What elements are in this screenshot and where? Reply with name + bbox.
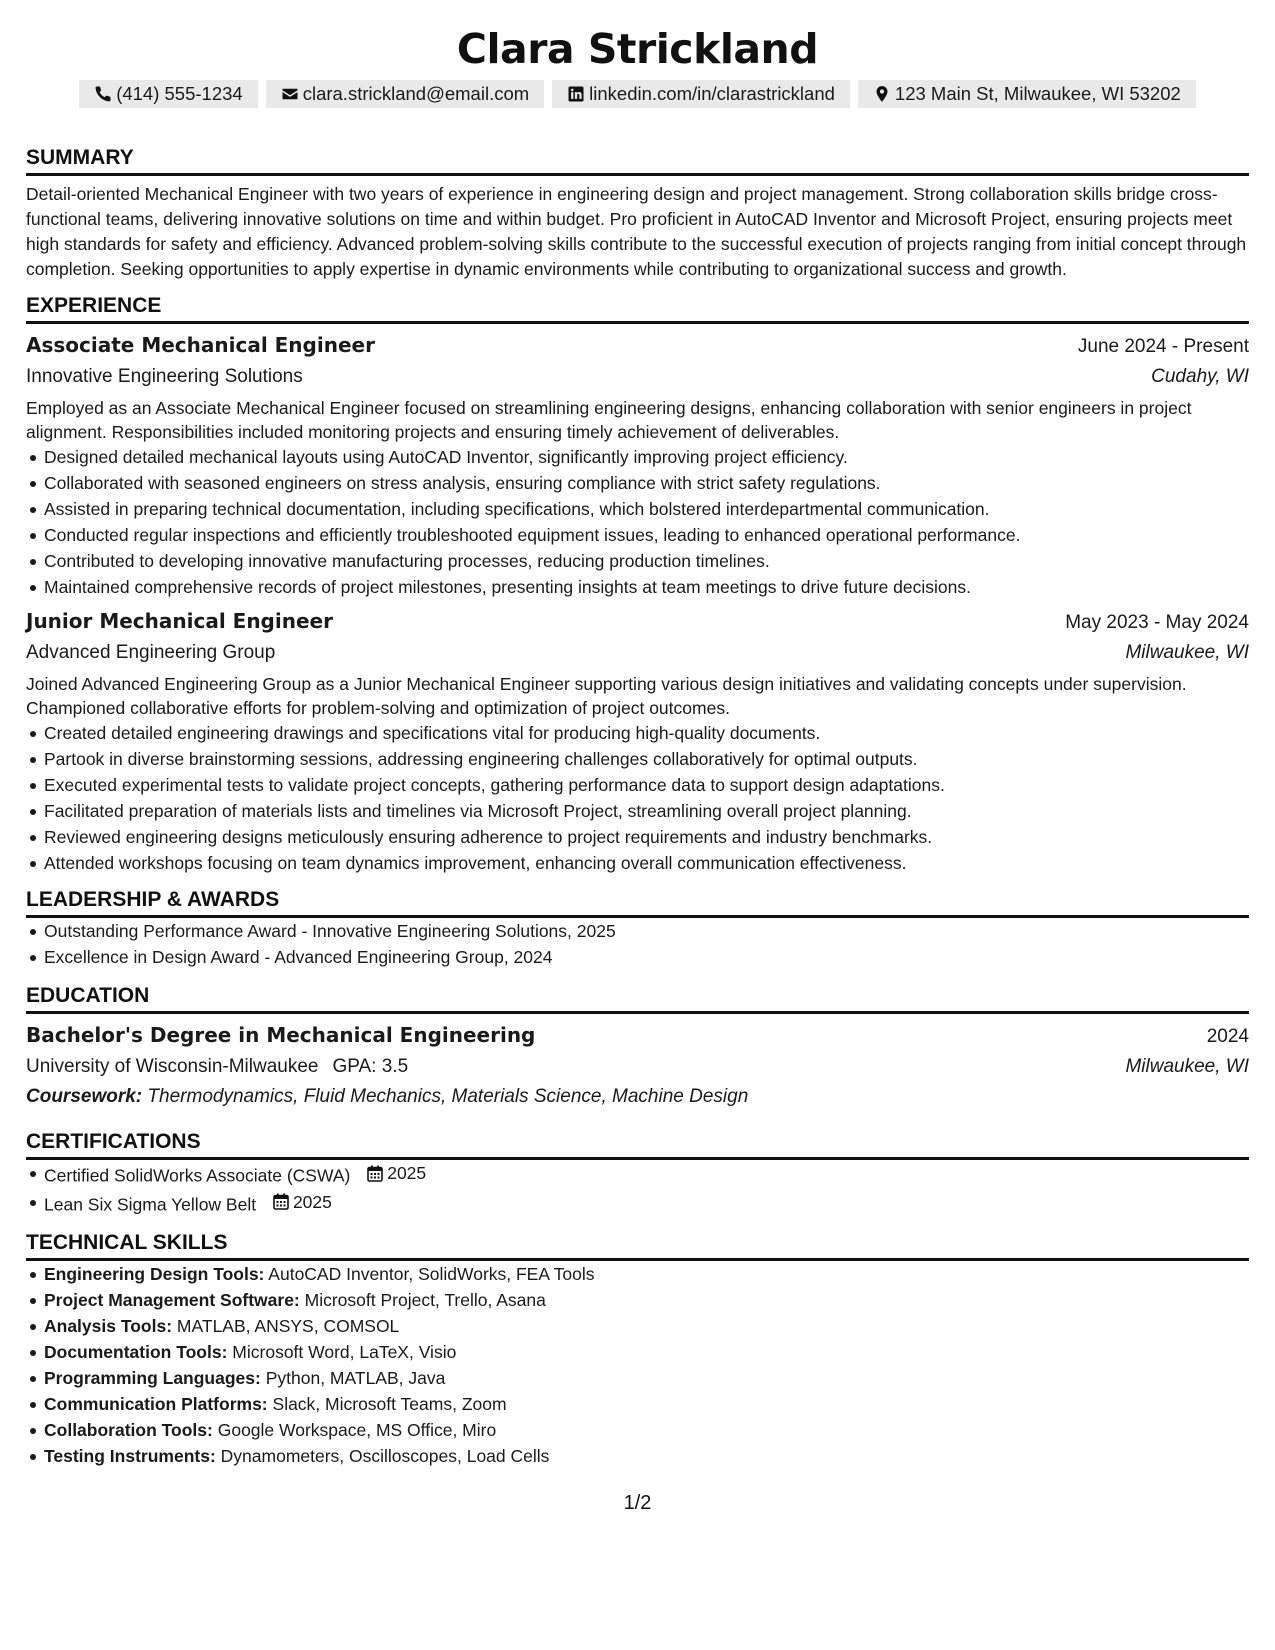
phone-icon: [94, 85, 112, 103]
map-pin-icon: [873, 85, 891, 103]
job-entry: [26, 330, 1249, 600]
job-title: Associate Mechanical Engineer: [26, 333, 375, 357]
contact-address: [858, 80, 1196, 108]
certifications-list: [26, 1160, 1249, 1217]
list-item: Designed detailed mechanical layouts using AutoCAD Inventor, significantly improving project efficiency.: [44, 444, 1249, 470]
skill-category: Project Management Software:: [44, 1290, 300, 1310]
candidate-name: Clara Strickland: [456, 25, 819, 73]
contact-linkedin: [552, 80, 850, 108]
skills-heading: TECHNICAL SKILLS: [26, 1231, 1249, 1261]
coursework-label: Coursework:: [26, 1086, 143, 1107]
school-name: University of Wisconsin-Milwaukee: [26, 1056, 319, 1077]
skills-list: [26, 1261, 1249, 1469]
skill-category: Testing Instruments:: [44, 1446, 216, 1466]
contact-bar: [26, 80, 1249, 108]
page-number: 1/2: [623, 1492, 652, 1514]
list-item: Attended workshops focusing on team dynamics improvement, enhancing overall communication effectiveness.: [44, 850, 1249, 876]
certification-year: 2025: [292, 1191, 332, 1212]
certifications-heading: CERTIFICATIONS: [26, 1130, 1249, 1160]
job-bullets: [26, 720, 1249, 876]
list-item: [44, 1339, 1249, 1365]
list-item: [44, 1443, 1249, 1469]
list-item: [44, 1313, 1249, 1339]
skill-values: Microsoft Word, LaTeX, Visio: [232, 1342, 457, 1362]
list-item: [44, 1417, 1249, 1443]
gpa: GPA: 3.5: [332, 1056, 409, 1077]
list-item: Assisted in preparing technical documentation, including specifications, which bolstered interdepartmental communication.: [44, 496, 1249, 522]
list-item: Collaborated with seasoned engineers on stress analysis, ensuring compliance with strict safety regulations.: [44, 470, 1249, 496]
job-description: Employed as an Associate Mechanical Engineer focused on streamlining engineering designs, enhancing collaboration with senior engineers in project alignment. Responsibilities included monitoring projects and ensuring timely achievement of deliverables.: [26, 398, 1192, 442]
list-item: Created detailed engineering drawings and specifications vital for producing high-quality documents.: [44, 720, 1249, 746]
list-item: Reviewed engineering designs meticulously ensuring adherence to project requirements and industry benchmarks.: [44, 824, 1249, 850]
address-text: 123 Main St, Milwaukee, WI 53202: [894, 83, 1181, 104]
list-item: Executed experimental tests to validate project concepts, gathering performance data to support design adaptations.: [44, 772, 1249, 798]
linkedin-icon: [567, 85, 585, 103]
list-item: [44, 1261, 1249, 1287]
linkedin-text: linkedin.com/in/clarastrickland: [589, 83, 835, 104]
list-item: [44, 1287, 1249, 1313]
skill-category: Documentation Tools:: [44, 1342, 228, 1362]
skill-category: Collaboration Tools:: [44, 1420, 213, 1440]
company-name: Advanced Engineering Group: [26, 642, 276, 663]
company-name: Innovative Engineering Solutions: [26, 366, 303, 387]
email-text: clara.strickland@email.com: [302, 83, 530, 104]
contact-phone: [79, 80, 258, 108]
list-item: [44, 1365, 1249, 1391]
skill-category: Engineering Design Tools:: [44, 1264, 265, 1284]
calendar-icon: [273, 1193, 289, 1210]
list-item: Facilitated preparation of materials lists and timelines via Microsoft Project, streamlining overall project planning.: [44, 798, 1249, 824]
summary-text: Detail-oriented Mechanical Engineer with two years of experience in engineering design and project management. Strong collaboration skills bridge cross-functional teams, delivering innovative solutions on time and within budget. Pro proficient in AutoCAD Inventor and Microsoft Project, ensuring projects meet high standards for safety and efficiency. Advanced problem-solving skills contribute to the successful execution of projects ranging from initial concept through completion. Seeking opportunities to apply expertise in dynamic environments while contributing to organizational success and growth.: [26, 184, 1247, 279]
job-description: Joined Advanced Engineering Group as a Junior Mechanical Engineer supporting various design initiatives and validating concepts under supervision. Championed collaborative efforts for problem-solving and optimization of project outcomes.: [26, 674, 1187, 718]
skill-category: Analysis Tools:: [44, 1316, 173, 1336]
awards-list: [26, 918, 1249, 970]
list-item: Contributed to developing innovative manufacturing processes, reducing production timelines.: [44, 548, 1249, 574]
coursework: [26, 1082, 1249, 1112]
calendar-icon: [367, 1165, 383, 1182]
coursework-list: Thermodynamics, Fluid Mechanics, Materials Science, Machine Design: [147, 1086, 749, 1107]
degree-title: Bachelor's Degree in Mechanical Engineering: [26, 1023, 536, 1047]
skill-values: Python, MATLAB, Java: [265, 1368, 446, 1388]
job-dates: May 2023 - May 2024: [1065, 612, 1249, 633]
resume-page: [26, 0, 1249, 1469]
certification-year: 2025: [387, 1163, 427, 1183]
skill-values: MATLAB, ANSYS, COMSOL: [176, 1316, 400, 1336]
job-bullets: [26, 444, 1249, 600]
skill-category: Programming Languages:: [44, 1368, 261, 1388]
job-location: Milwaukee, WI: [1125, 642, 1249, 663]
contact-email: [266, 80, 544, 108]
skill-values: Microsoft Project, Trello, Asana: [304, 1290, 546, 1310]
leadership-heading: LEADERSHIP & AWARDS: [26, 888, 1249, 918]
list-item: [44, 1160, 1249, 1189]
job-entry: [26, 606, 1249, 876]
job-location: Cudahy, WI: [1151, 366, 1249, 387]
list-item: Conducted regular inspections and efficiently troubleshooted equipment issues, leading to enhanced operational performance.: [44, 522, 1249, 548]
certification-name: Lean Six Sigma Yellow Belt: [44, 1194, 257, 1214]
list-item: [44, 1391, 1249, 1417]
skill-values: Dynamometers, Oscilloscopes, Load Cells: [220, 1446, 550, 1466]
skill-values: AutoCAD Inventor, SolidWorks, FEA Tools: [268, 1264, 595, 1284]
list-item: Maintained comprehensive records of project milestones, presenting insights at team meetings to drive future decisions.: [44, 574, 1249, 600]
school-location: Milwaukee, WI: [1125, 1056, 1249, 1077]
experience-heading: EXPERIENCE: [26, 294, 1249, 324]
certification-name: Certified SolidWorks Associate (CSWA): [44, 1165, 351, 1186]
skill-category: Communication Platforms:: [44, 1394, 268, 1414]
list-item: [44, 1189, 1249, 1218]
list-item: Outstanding Performance Award - Innovative Engineering Solutions, 2025: [44, 918, 1249, 944]
envelope-icon: [281, 85, 299, 103]
job-title: Junior Mechanical Engineer: [26, 609, 333, 633]
phone-text: (414) 555-1234: [116, 83, 243, 104]
list-item: Partook in diverse brainstorming sessions, addressing engineering challenges collaboratively for optimal outputs.: [44, 746, 1249, 772]
summary-heading: SUMMARY: [26, 146, 1249, 176]
education-heading: EDUCATION: [26, 984, 1249, 1014]
list-item: Excellence in Design Award - Advanced Engineering Group, 2024: [44, 944, 1249, 970]
skill-values: Google Workspace, MS Office, Miro: [217, 1420, 497, 1440]
skill-values: Slack, Microsoft Teams, Zoom: [272, 1394, 507, 1414]
education-entry: [26, 1020, 1249, 1112]
job-dates: June 2024 - Present: [1077, 336, 1249, 357]
graduation-year: 2024: [1206, 1026, 1249, 1047]
